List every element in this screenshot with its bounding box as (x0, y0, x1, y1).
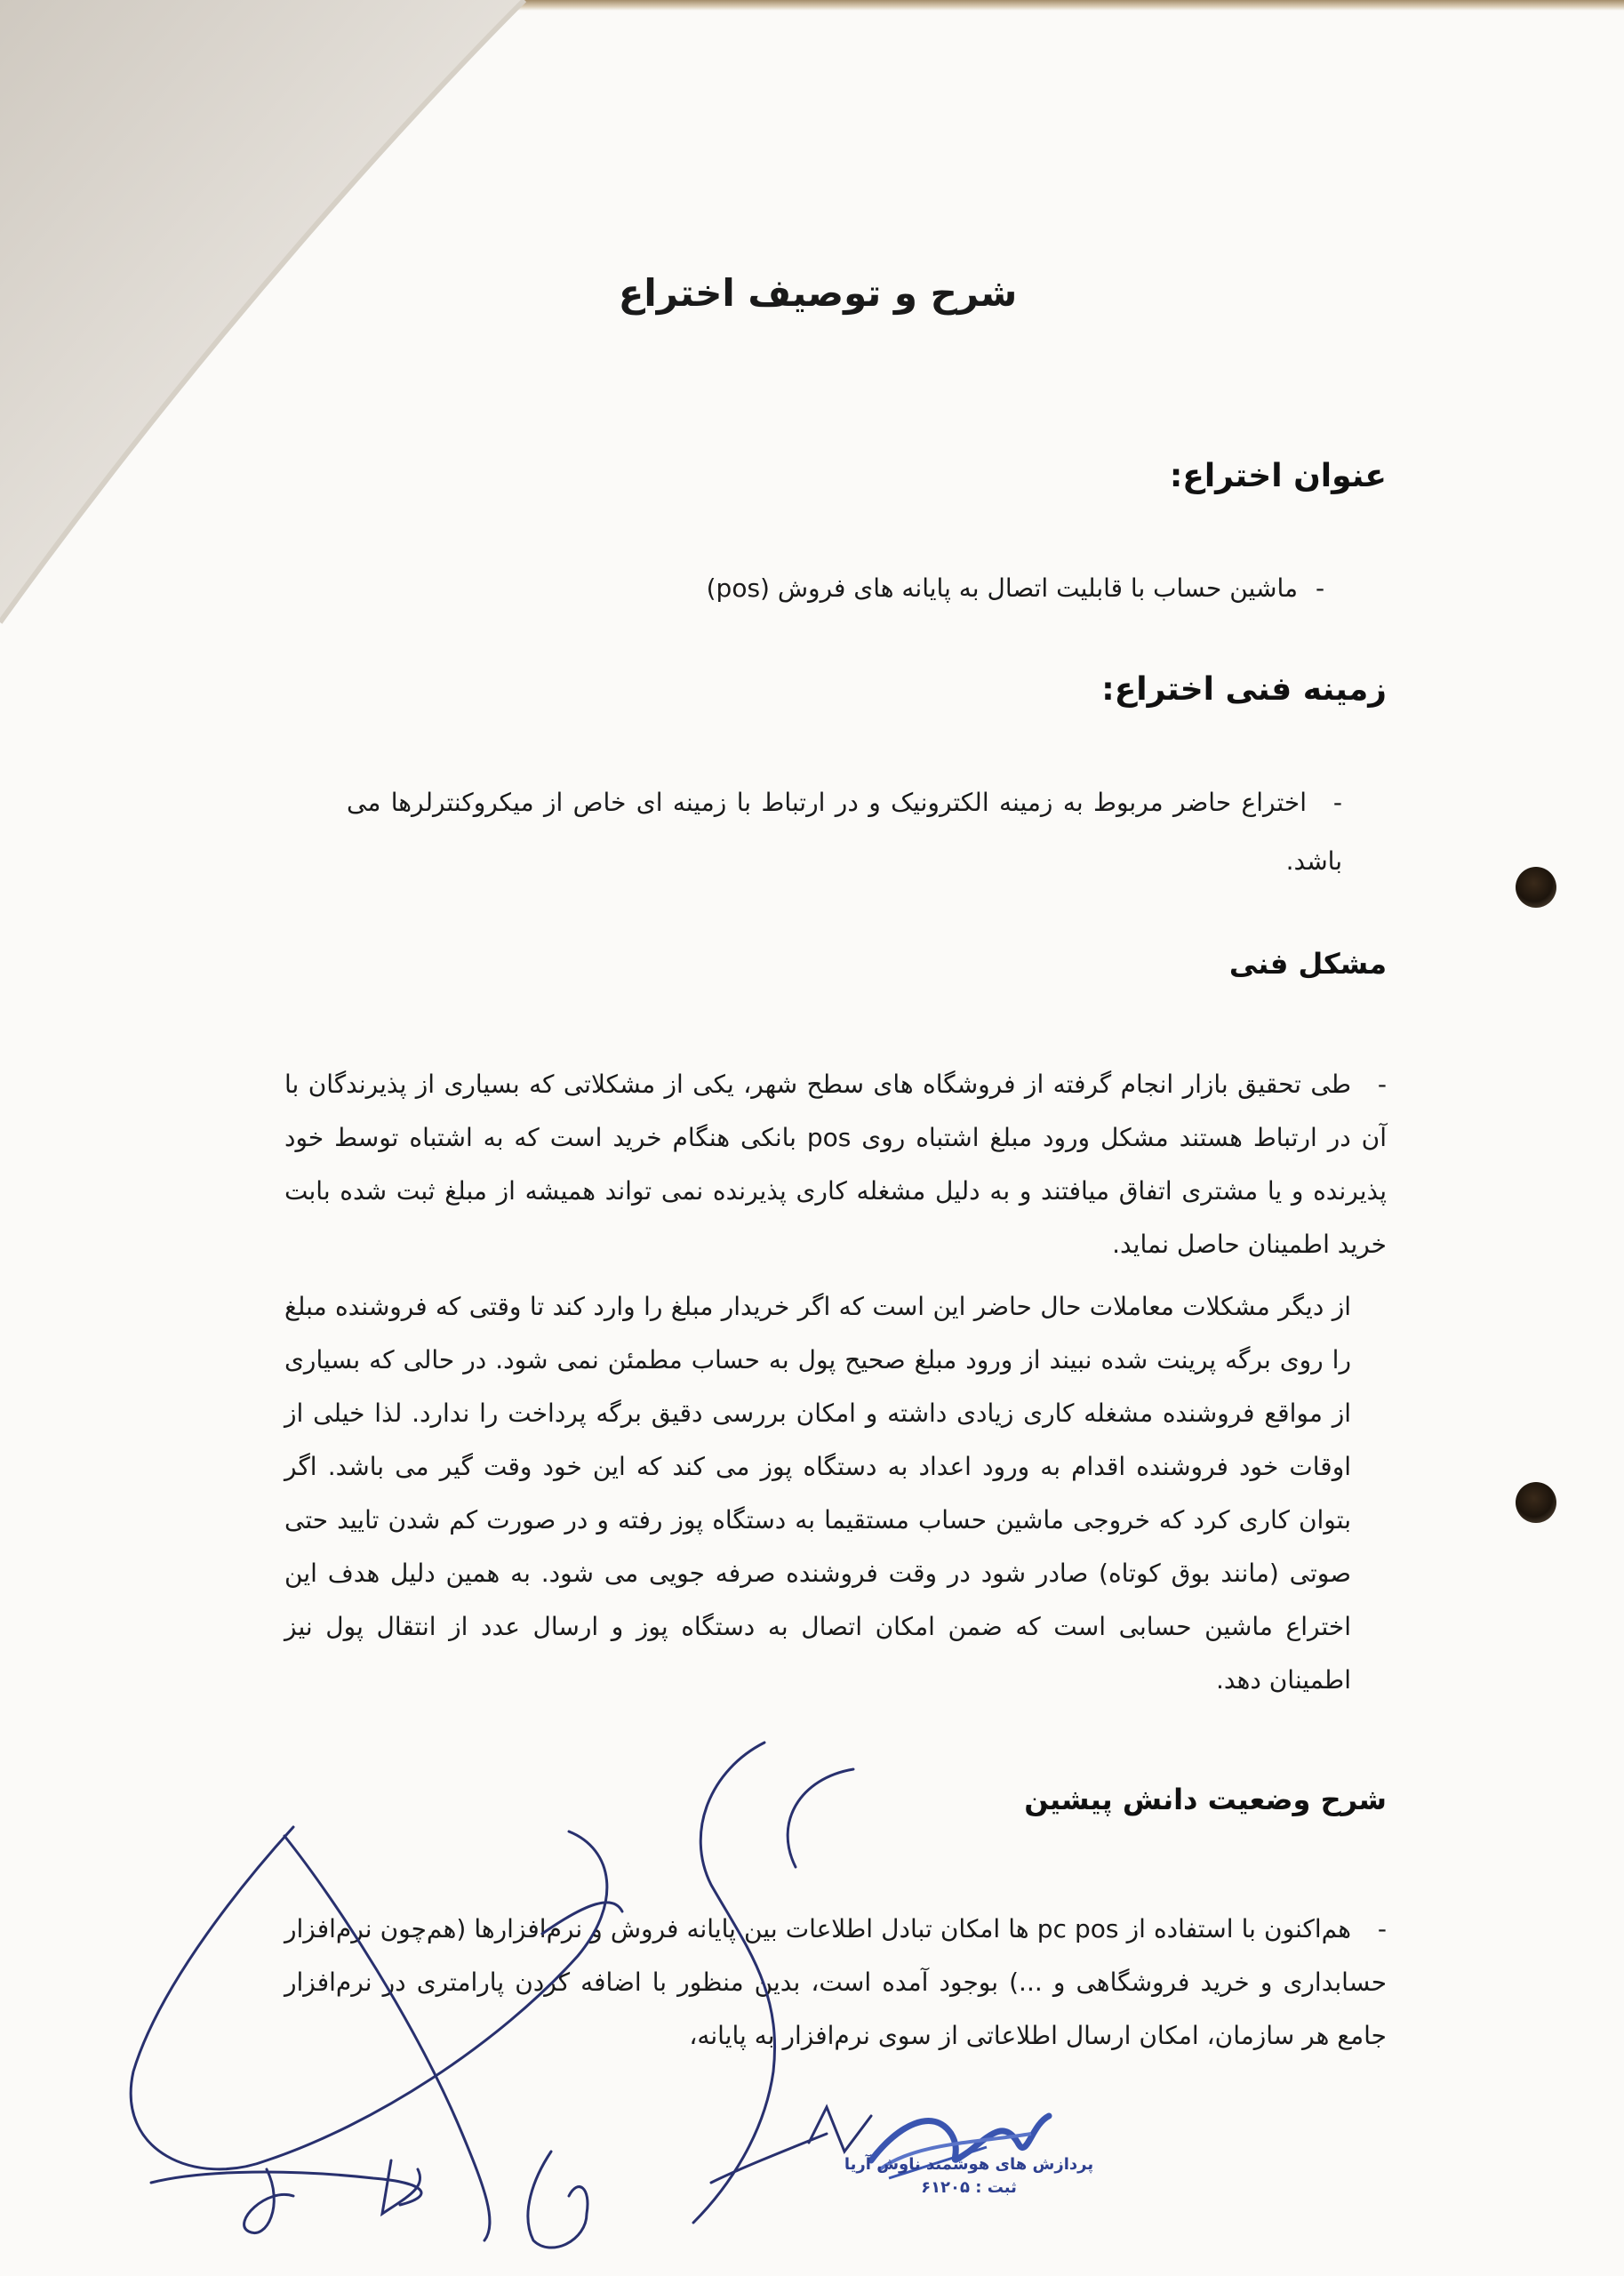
document-title: شرح و توصیف اختراع (618, 271, 1018, 315)
section-heading-title: عنوان اختراع: (1169, 458, 1387, 494)
punch-hole-bottom (1516, 1482, 1556, 1523)
stamp-company-name: پردازش های هوشمند ناوش آریا (844, 2155, 1094, 2174)
stamp-registration: ثبت : ۶۱۲۰۵ (921, 2178, 1017, 2197)
section-item: -ماشین حساب با قابلیت اتصال به پایانه های فروش (pos) (706, 573, 1325, 603)
company-stamp-logo (764, 2072, 1084, 2223)
section-heading-problem: مشکل فنی (1228, 947, 1387, 981)
section-item: -طی تحقیق بازار انجام گرفته از فروشگاه های سطح شهر، یکی از مشکلاتی که بسیاری از پذیرندگان با آن در ارتباط هستند مشکل ورود مبلغ اشتباه روی pos بانکی هنگام خرید است که به اشتباه توسط خود پذیرنده و یا مشتری اتفاق میافتند و به دلیل مشغله کاری پذیرنده نمی تواند همیشه از مبلغ ثبت شده بابت خرید اطمینان حاصل نماید. (284, 1070, 1388, 1259)
punch-hole-top (1516, 867, 1556, 908)
section-paragraph: از دیگر مشکلات معاملات حال حاضر این است که اگر خریدار مبلغ را وارد کند تا وقتی که فروشنده مبلغ را روی برگه پرینت شده نبیند از ورود مبلغ صحیح پول به حساب مطمئن نمی شود. در حالی که بسیاری از مواقع فروشنده مشغله کاری زیادی داشته و امکان بررسی دقیق برگه پرداخت را ندارد. لذا خیلی از اوقات خود فروشنده اقدام به ورود اعداد به دستگاه پوز می کند که این خود وقت گیر می باشد. اگر بتوان کاری کرد که خروجی ماشین حساب مستقیما به دستگاه پوز رفته و در صورت کم شدن تایید حتی صوتی (مانند بوق کوتاه) صادر شود در وقت فروشنده صرفه جویی می شود. به همین دلیل هدف این اختراع ماشین حسابی است که ضمن امکان اتصال به دستگاه پوز و ارسال عدد از انتقال پول نیز اطمینان دهد. (284, 1292, 1351, 1695)
section-heading-field: زمینه فنی اختراع: (1101, 671, 1387, 708)
company-stamp (836, 2153, 1102, 2200)
section-item: -اختراع حاضر مربوط به زمینه الکترونیک و در ارتباط با زمینه ای خاص از میکروکنترلرها می باشد. (347, 788, 1342, 876)
section-heading-prior-art: شرح وضعیت دانش پیشین (1024, 1783, 1387, 1816)
document-body (240, 0, 1396, 2276)
section-item: -هم‌اکنون با استفاده از pc pos ها امکان تبادل اطلاعات بین پایانه فروش و نرم‌افزارها (هم‌چون نرم‌افزار حسابداری و خرید فروشگاهی و ...) بوجود آمده است، بدین منظور با اضافه کردن پارامتری در نرم‌افزار جامع هر سازمان، امکان ارسال اطلاعاتی از سوی نرم‌افزار به پایانه، (284, 1914, 1388, 2050)
